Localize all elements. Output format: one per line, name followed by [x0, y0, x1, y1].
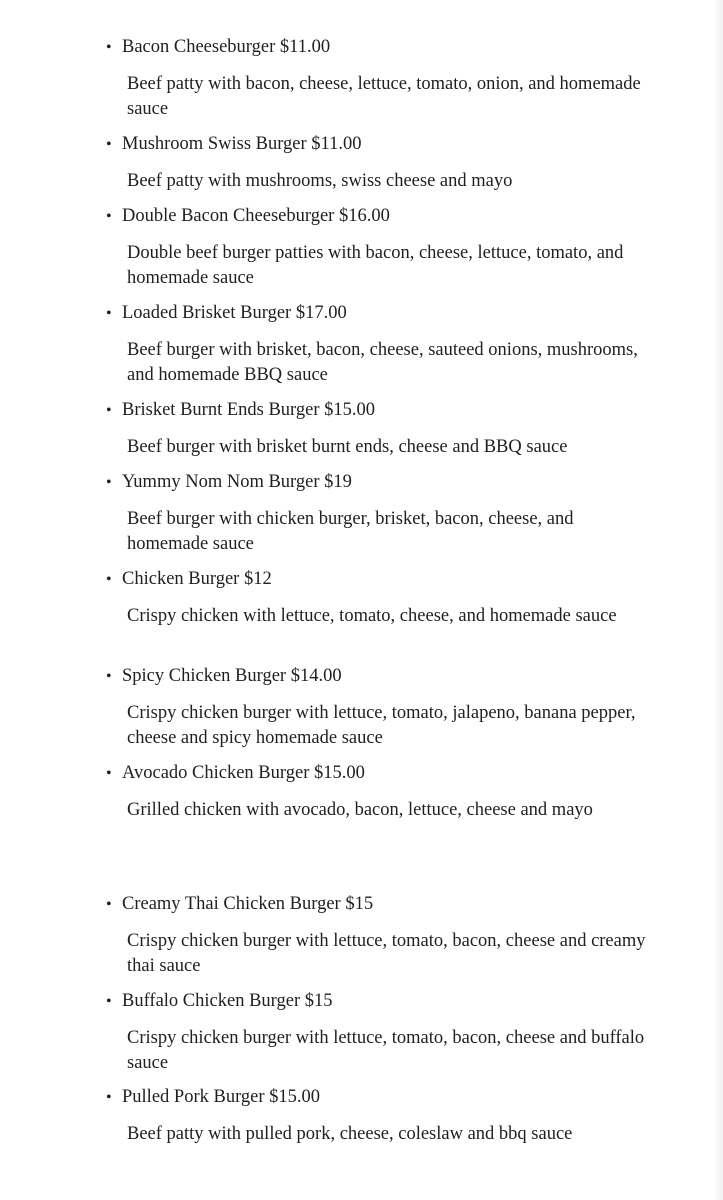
menu-item-title [106, 470, 666, 495]
menu-item-name: Double Bacon Cheeseburger $16.00 [122, 206, 390, 226]
menu-item-description: Double beef burger patties with bacon, cheese, lettuce, tomato, and homemade sauce [127, 243, 624, 288]
bullet-icon: • [106, 208, 112, 225]
menu-item-description: Beef patty with bacon, cheese, lettuce, tomato, onion, and homemade sauce [127, 74, 641, 119]
menu-item-title [106, 301, 666, 326]
menu-item-title [106, 664, 666, 689]
menu-item-description: Beef burger with chicken burger, brisket, bacon, cheese, and homemade sauce [127, 509, 574, 554]
menu-item-loaded-brisket-burger [106, 301, 666, 388]
menu-item-name: Buffalo Chicken Burger $15 [122, 991, 333, 1011]
menu-item-name: Spicy Chicken Burger $14.00 [122, 666, 342, 686]
menu-item-title [106, 1085, 666, 1110]
menu-item-description: Crispy chicken with lettuce, tomato, cheese, and homemade sauce [127, 606, 617, 626]
menu-item-buffalo-chicken-burger [106, 989, 666, 1076]
menu-item-double-bacon-cheeseburger [106, 204, 666, 291]
bullet-icon: • [106, 571, 112, 588]
page-edge-shadow [713, 0, 723, 1200]
menu-item-spicy-chicken-burger [106, 664, 666, 751]
menu-item-chicken-burger [106, 567, 666, 629]
menu-item-title [106, 892, 666, 917]
menu-item-name: Mushroom Swiss Burger $11.00 [122, 134, 362, 154]
bullet-icon: • [106, 765, 112, 782]
bullet-icon: • [106, 668, 112, 685]
bullet-icon: • [106, 896, 112, 913]
bullet-icon: • [106, 993, 112, 1010]
bullet-icon: • [106, 1089, 112, 1106]
menu-item-name: Brisket Burnt Ends Burger $15.00 [122, 400, 375, 420]
menu-item-title [106, 567, 666, 592]
menu-item-description: Beef burger with brisket burnt ends, cheese and BBQ sauce [127, 437, 568, 457]
menu-item-description: Beef patty with mushrooms, swiss cheese and mayo [127, 171, 513, 191]
menu-item-title [106, 398, 666, 423]
menu-item-brisket-burnt-ends-burger [106, 398, 666, 460]
menu-item-description: Beef patty with pulled pork, cheese, coleslaw and bbq sauce [127, 1124, 573, 1144]
menu-item-name: Creamy Thai Chicken Burger $15 [122, 894, 374, 914]
menu-item-title [106, 761, 666, 786]
menu-item-title [106, 989, 666, 1014]
menu-item-bacon-cheeseburger [106, 35, 666, 122]
menu-item-name: Yummy Nom Nom Burger $19 [122, 472, 352, 492]
menu-item-description: Grilled chicken with avocado, bacon, lettuce, cheese and mayo [127, 800, 593, 820]
menu-item-name: Pulled Pork Burger $15.00 [122, 1087, 321, 1107]
menu-item-description: Beef burger with brisket, bacon, cheese, sauteed onions, mushrooms, and homemade BBQ sauce [127, 340, 638, 385]
menu-item-description: Crispy chicken burger with lettuce, tomato, bacon, cheese and buffalo sauce [127, 1028, 645, 1073]
menu-item-name: Bacon Cheeseburger $11.00 [122, 37, 331, 57]
menu-item-yummy-nom-nom-burger [106, 470, 666, 557]
menu-item-name: Avocado Chicken Burger $15.00 [122, 763, 365, 783]
bullet-icon: • [106, 39, 112, 56]
menu-item-title [106, 204, 666, 229]
menu-item-creamy-thai-chicken-burger [106, 892, 666, 979]
menu-item-name: Chicken Burger $12 [122, 569, 272, 589]
menu-item-name: Loaded Brisket Burger $17.00 [122, 303, 347, 323]
bullet-icon: • [106, 402, 112, 419]
menu-item-description: Crispy chicken burger with lettuce, tomato, jalapeno, banana pepper, cheese and spicy homemade sauce [127, 703, 636, 748]
menu-item-title [106, 35, 666, 60]
bullet-icon: • [106, 474, 112, 491]
menu-item-mushroom-swiss-burger [106, 132, 666, 194]
bullet-icon: • [106, 305, 112, 322]
menu-item-avocado-chicken-burger [106, 761, 666, 823]
bullet-icon: • [106, 136, 112, 153]
menu-item-description: Crispy chicken burger with lettuce, tomato, bacon, cheese and creamy thai sauce [127, 931, 646, 976]
menu-item-pulled-pork-burger [106, 1085, 666, 1147]
menu-item-title [106, 132, 666, 157]
